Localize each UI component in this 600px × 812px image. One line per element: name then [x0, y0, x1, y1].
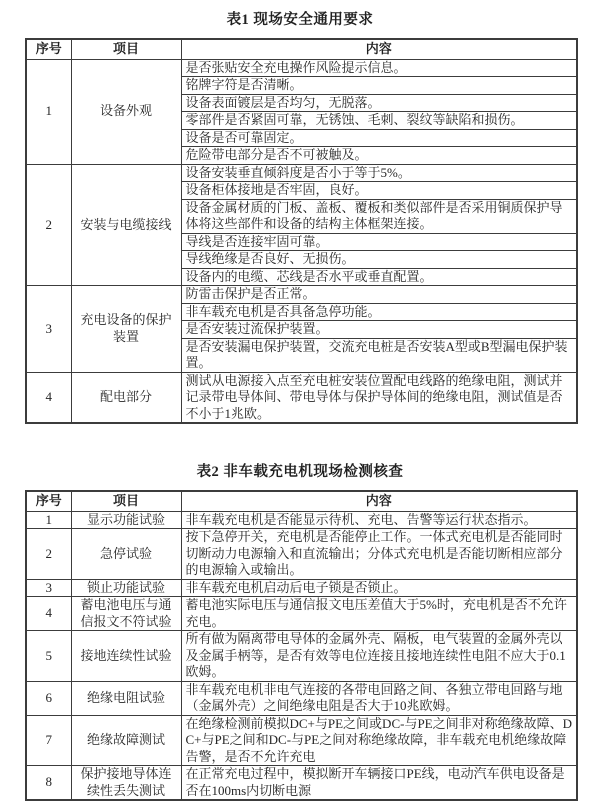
row-number-cell: 2 [26, 164, 71, 286]
row-number-cell: 2 [26, 529, 71, 580]
content-cell: 设备内的电缆、芯线是否水平或垂直配置。 [181, 268, 577, 286]
column-header-content: 内容 [181, 39, 577, 59]
content-cell: 是否安装漏电保护装置，交流充电桩是否安装A型或B型漏电保护装置。 [181, 338, 577, 372]
table1-header-row [26, 39, 577, 59]
column-header-content: 内容 [181, 491, 577, 511]
content-cell: 设备是否可靠固定。 [181, 129, 577, 147]
item-cell: 安装与电缆接线 [71, 164, 181, 286]
table2-title: 表2 非车载充电机现场检测核查 [196, 464, 404, 480]
row-number-cell: 3 [26, 579, 71, 597]
column-header-item: 项目 [71, 39, 181, 59]
item-cell: 绝缘故障测试 [71, 715, 181, 766]
column-header-no: 序号 [26, 39, 71, 59]
content-cell: 防雷击保护是否正常。 [181, 286, 577, 304]
table-row [26, 766, 577, 801]
content-cell: 危险带电部分是否不可被触及。 [181, 147, 577, 165]
content-cell: 在绝缘检测前模拟DC+与PE之间或DC-与PE之间非对称绝缘故障、DC+与PE之间和DC-与PE之间对称绝缘故障，非车载充电机绝缘故障告警，是否不允许充电 [181, 715, 577, 766]
item-cell: 设备外观 [71, 59, 181, 164]
table-row [26, 597, 577, 631]
content-cell: 所有做为隔离带电导体的金属外壳、隔板，电气装置的金属外壳以及金属手柄等，是否有效等电位连接且接地连续性电阻不应大于0.1欧姆。 [181, 631, 577, 682]
table2 [25, 490, 578, 801]
content-cell: 导线绝缘是否良好、无损伤。 [181, 251, 577, 269]
content-cell: 设备柜体接地是否牢固，良好。 [181, 182, 577, 200]
content-cell: 非车载充电机是否能显示待机、充电、告警等运行状态指示。 [181, 511, 577, 529]
row-number-cell: 4 [26, 372, 71, 423]
content-cell: 非车载充电机启动后电子锁是否锁止。 [181, 579, 577, 597]
row-number-cell: 5 [26, 631, 71, 682]
row-number-cell: 8 [26, 766, 71, 801]
content-cell: 是否张贴安全充电操作风险提示信息。 [181, 59, 577, 77]
table-row [26, 529, 577, 580]
item-cell: 蓄电池电压与通信报文不符试验 [71, 597, 181, 631]
table-row [26, 286, 577, 304]
table-row [26, 631, 577, 682]
item-cell: 显示功能试验 [71, 511, 181, 529]
item-cell: 充电设备的保护装置 [71, 286, 181, 373]
row-number-cell: 6 [26, 681, 71, 715]
item-cell: 急停试验 [71, 529, 181, 580]
table2-header-row [26, 491, 577, 511]
table2-body [26, 511, 577, 800]
content-cell: 测试从电源接入点至充电桩安装位置配电线路的绝缘电阻，测试并记录带电导体间、带电导体与保护导体间的绝缘电阻，测试值是否不小于1兆欧。 [181, 372, 577, 423]
row-number-cell: 3 [26, 286, 71, 373]
item-cell: 绝缘电阻试验 [71, 681, 181, 715]
content-cell: 蓄电池实际电压与通信报文电压差值大于5%时，充电机是否不允许充电。 [181, 597, 577, 631]
content-cell: 设备金属材质的门板、盖板、覆板和类似部件是否采用铜质保护导体将这些部件和设备的结构主体框架连接。 [181, 199, 577, 233]
row-number-cell: 4 [26, 597, 71, 631]
table-row [26, 579, 577, 597]
content-cell: 设备表面镀层是否均匀，无脱落。 [181, 94, 577, 112]
content-cell: 在正常充电过程中，模拟断开车辆接口PE线，电动汽车供电设备是否在100ms内切断电源 [181, 766, 577, 801]
table-row [26, 372, 577, 423]
content-cell: 导线是否连接牢固可靠。 [181, 233, 577, 251]
content-cell: 非车载充电机是否具备急停功能。 [181, 303, 577, 321]
table-row [26, 164, 577, 182]
content-cell: 按下急停开关，充电机是否能停止工作。一体式充电机是否能同时切断动力电源输入和直流输出；分体式充电机是否能切断相应部分的电源输入或输出。 [181, 529, 577, 580]
content-cell: 零部件是否紧固可靠，无锈蚀、毛刺、裂纹等缺陷和损伤。 [181, 112, 577, 130]
table1-body [26, 59, 577, 423]
table-row [26, 511, 577, 529]
content-cell: 是否安装过流保护装置。 [181, 321, 577, 339]
row-number-cell: 1 [26, 59, 71, 164]
item-cell: 保护接地导体连续性丢失测试 [71, 766, 181, 801]
content-cell: 铭牌字符是否清晰。 [181, 77, 577, 95]
table1-title: 表1 现场安全通用要求 [226, 12, 374, 28]
table-row [26, 681, 577, 715]
item-cell: 锁止功能试验 [71, 579, 181, 597]
column-header-no: 序号 [26, 491, 71, 511]
column-header-item: 项目 [71, 491, 181, 511]
item-cell: 接地连续性试验 [71, 631, 181, 682]
table-row [26, 59, 577, 77]
item-cell: 配电部分 [71, 372, 181, 423]
table-row [26, 715, 577, 766]
content-cell: 设备安装垂直倾斜度是否小于等于5%。 [181, 164, 577, 182]
row-number-cell: 7 [26, 715, 71, 766]
table1 [25, 38, 578, 424]
row-number-cell: 1 [26, 511, 71, 529]
content-cell: 非车载充电机非电气连接的各带电回路之间、各独立带电回路与地（金属外壳）之间绝缘电阻是否大于10兆欧姆。 [181, 681, 577, 715]
